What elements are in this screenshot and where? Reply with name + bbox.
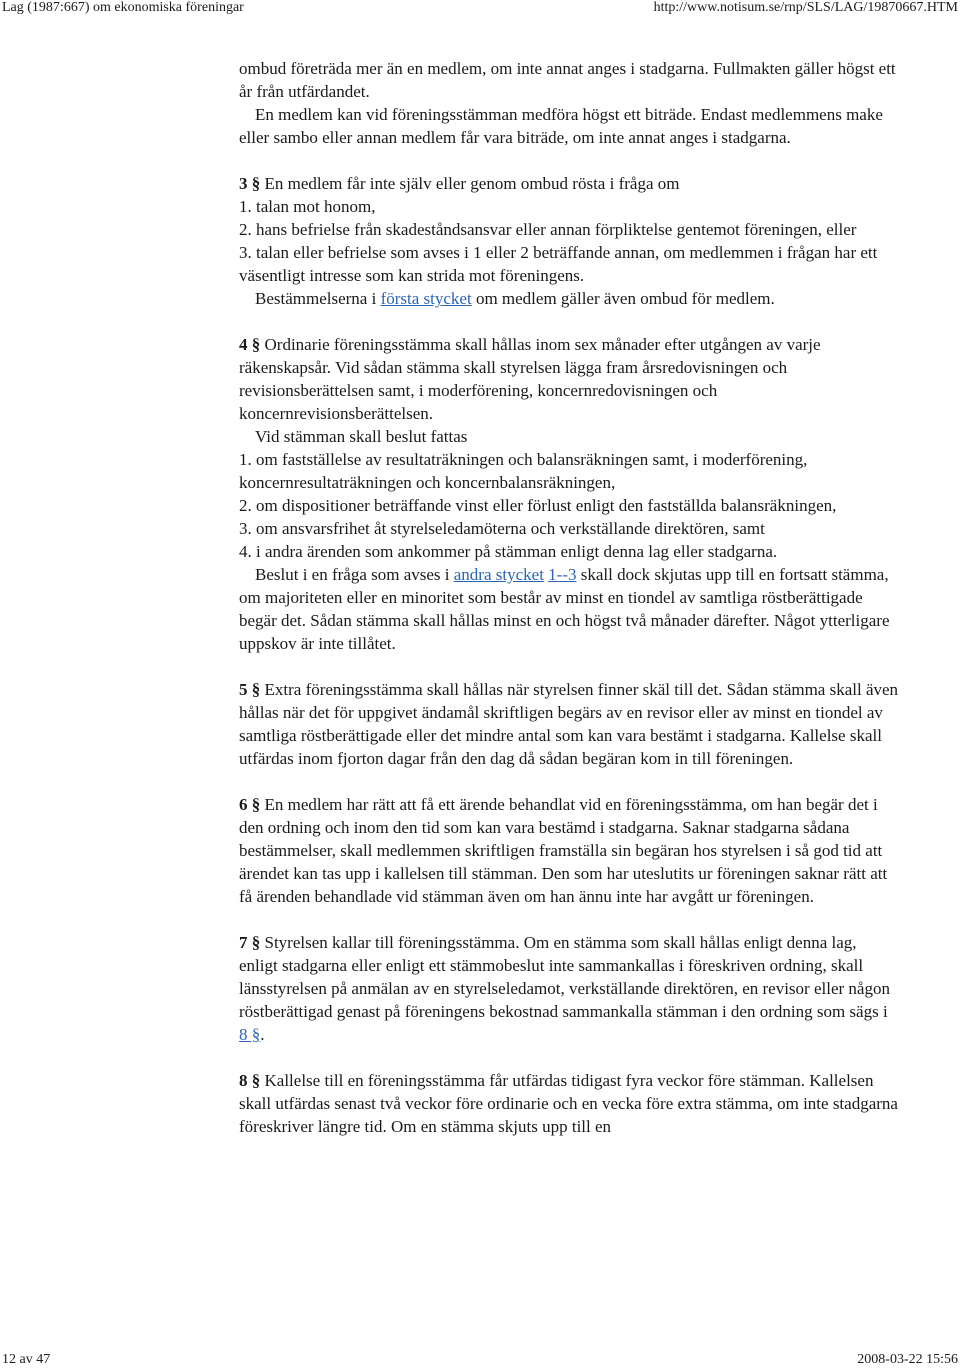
- section-4-item-2: 2. om dispositioner beträffande vinst eller förlust enligt den fastställda balansräkningen,: [239, 496, 837, 515]
- section-4-closing-pre: Beslut i en fråga som avses i: [255, 565, 454, 584]
- section-5-number: 5: [239, 680, 248, 699]
- link-8-section[interactable]: 8 §: [239, 1025, 261, 1044]
- section-3-item-2: 2. hans befrielse från skadeståndsansvar eller annan förpliktelse gentemot föreningen, eller: [239, 220, 857, 239]
- section-6: [239, 793, 899, 908]
- section-7-text-end: .: [260, 1025, 265, 1044]
- section-4-item-1: 1. om fastställelse av resultaträkningen och balansräkningen samt, i moderförening, koncernresultaträkningen och koncernbalansräkningen,: [239, 450, 808, 492]
- intro-paragraph-2: En medlem kan vid föreningsstämman medföra högst ett biträde. Endast medlemmens make eller sambo eller annan medlem får vara biträde, om inte annat anges i stadgarna.: [239, 105, 883, 147]
- section-7-text: Styrelsen kallar till föreningsstämma. Om en stämma som skall hållas enligt denna lag, enligt stadgarna eller enligt ett stämmobeslut inte sammankallas i föreskriven ordning, skall länsstyrelsen på anmälan av en styrelseledamot, verkställande direktören, en revisor eller någon röstberättigad genast på föreningens bekostnad sammankalla stämman i den ordning som sägs i: [239, 933, 890, 1021]
- section-sign-icon: §: [251, 174, 261, 193]
- section-4-intro: Vid stämman skall beslut fattas: [255, 427, 468, 446]
- section-4-heading: [239, 333, 899, 425]
- section-8-heading: [239, 1069, 899, 1138]
- section-6-text: En medlem har rätt att få ett ärende behandlat vid en föreningsstämma, om han begär det i den ordning och inom den tid som kan vara bestämd i stadgarna. Saknar stadgarna sådana bestämmelser, skall medlemmen skriftligen framställa sin begäran hos styrelsen i så god tid att ärendet kan tas upp i kallelsen till stämman. Den som har uteslutits ur föreningen saknar rätt att få ärenden behandlade vid stämman även om han ännu inte har avgått ur föreningen.: [239, 795, 888, 906]
- section-3-item-1: 1. talan mot honom,: [239, 197, 376, 216]
- section-5-text: Extra föreningsstämma skall hållas när styrelsen finner skäl till det. Sådan stämma skall även hållas när det för uppgivet ändamål skriftligen begärs av en revisor eller av minst en tiondel av samtliga röstberättigade eller det mindre antal som kan vara bestämt i stadgarna. Kallelse skall utfärdas inom fjorton dagar från den dag då sådan begäran kom in till föreningen.: [239, 680, 899, 768]
- link-andra-stycket[interactable]: andra stycket: [453, 565, 544, 584]
- intro-paragraph-1: ombud företräda mer än en medlem, om inte annat anges i stadgarna. Fullmakten gäller högst ett år från utfärdandet.: [239, 59, 896, 101]
- section-sign-icon: §: [251, 933, 261, 952]
- page-number: 12 av 47: [2, 1352, 51, 1367]
- section-7: [239, 931, 899, 1046]
- section-3-text: En medlem får inte själv eller genom ombud rösta i fråga om: [264, 174, 680, 193]
- section-3-heading: [239, 172, 899, 195]
- section-4-item-3: 3. om ansvarsfrihet åt styrelseledamöterna och verkställande direktören, samt: [239, 519, 765, 538]
- section-6-heading: [239, 793, 899, 908]
- section-6-number: 6: [239, 795, 248, 814]
- section-7-number: 7: [239, 933, 248, 952]
- link-1-3[interactable]: 1--3: [548, 565, 577, 584]
- section-3-number: 3: [239, 174, 248, 193]
- section-4-item-4: 4. i andra ärenden som ankommer på stämman enligt denna lag eller stadgarna.: [239, 542, 778, 561]
- section-3-closing: [239, 287, 899, 310]
- section-sign-icon: §: [251, 1071, 261, 1090]
- section-sign-icon: §: [251, 680, 261, 699]
- document-body: [239, 57, 899, 1138]
- header-title: Lag (1987:667) om ekonomiska föreningar: [2, 0, 244, 15]
- section-4: [239, 333, 899, 655]
- section-sign-icon: §: [251, 795, 261, 814]
- section-8: [239, 1069, 899, 1138]
- print-timestamp: 2008-03-22 15:56: [857, 1352, 958, 1367]
- section-sign-icon: §: [251, 335, 261, 354]
- link-forsta-stycket[interactable]: första stycket: [380, 289, 472, 308]
- section-4-closing: [239, 563, 899, 655]
- section-8-number: 8: [239, 1071, 248, 1090]
- section-4-closing-post: skall dock skjutas upp till en fortsatt stämma, om majoriteten eller en minoritet som består av minst en tiondel av samtliga röstberättigade begär det. Sådan stämma skall hållas minst en och högst två månader därefter. Något ytterligare uppskov är inte tillåtet.: [239, 565, 890, 653]
- intro-block: [239, 57, 899, 149]
- header-url: http://www.notisum.se/rnp/SLS/LAG/19870667.HTM: [653, 0, 958, 15]
- section-5: [239, 678, 899, 770]
- section-4-text: Ordinarie föreningsstämma skall hållas inom sex månader efter utgången av varje räkenskapsår. Vid sådan stämma skall styrelsen lägga fram årsredovisningen och revisionsberättelsen samt, i moderförening, koncernredovisningen och koncernrevisionsberättelsen.: [239, 335, 821, 423]
- section-3: [239, 172, 899, 310]
- section-4-number: 4: [239, 335, 248, 354]
- section-7-heading: [239, 931, 899, 1046]
- section-8-text: Kallelse till en föreningsstämma får utfärdas tidigast fyra veckor före stämman. Kallelsen skall utfärdas senast två veckor före ordinarie och en vecka före extra stämma, om inte stadgarna föreskriver längre tid. Om en stämma skjuts upp till en: [239, 1071, 898, 1136]
- section-3-closing-pre: Bestämmelserna i: [255, 289, 381, 308]
- section-3-item-3: 3. talan eller befrielse som avses i 1 eller 2 beträffande annan, om medlemmen i frågan har ett väsentligt intresse som kan strida mot föreningens.: [239, 243, 878, 285]
- section-3-closing-post: om medlem gäller även ombud för medlem.: [471, 289, 775, 308]
- section-5-heading: [239, 678, 899, 770]
